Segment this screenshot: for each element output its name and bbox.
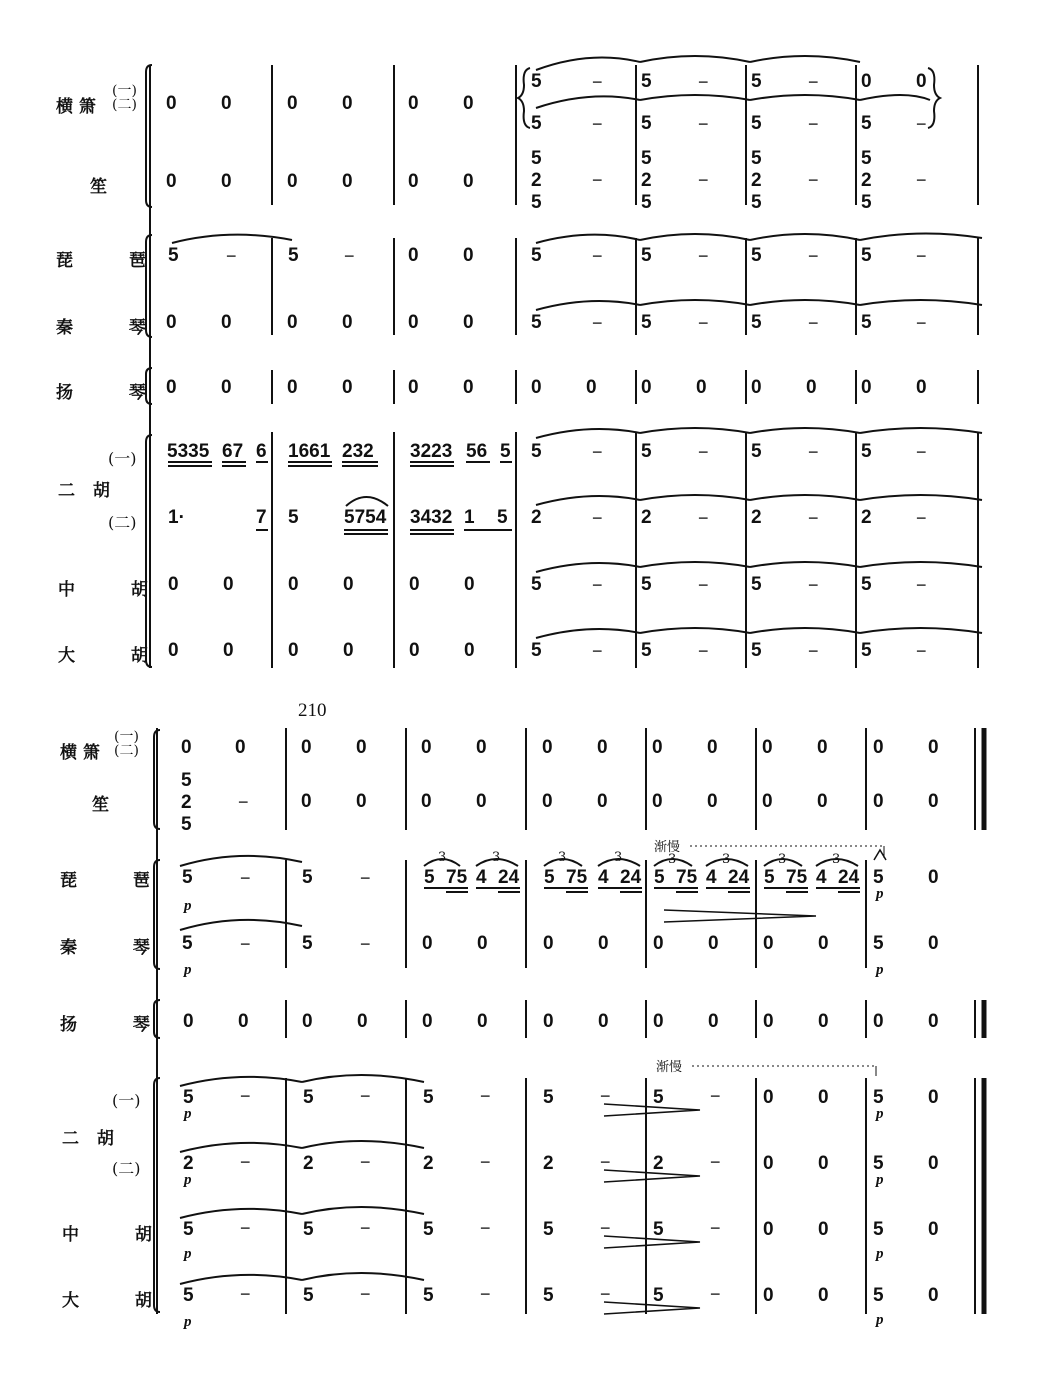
- label-erhu-part1: (一): [108, 449, 137, 468]
- label-hengxiao-2: 横 箫: [60, 743, 100, 763]
- score-page: 横 箫 (一) (二) 笙 琵 琶 秦 琴 扬 琴 (一) 二 胡 (二) 中 胡 大 胡 0 0 0 0 0 0 0 0 0 0 0 0 5 − 5 − 5 − 0 0 5 − 5 − 5 − 5 − 5 2 5 − 5 2 5 − 5 2 5 − 5 2 5 − 5 − 5 − 0 0 5 − 5 − 5 − 5 − 0 0 0 0 0 0 5 − 5 − 5 − 5 − 0 0 0 0 0 0 0 0 0 0 0 0 0 0 5335 67 6 1661 232 3223 56 5 5 − 5 − 5 − 5 − 1· 7 5 5754 3432 1 5 2 − 2 − 2 − 2 − 0 0 0 0 0 0 5 − 5 − 5 − 5 − 0 0 0 0 0 0 5 − 5 − 5 − 5 − 210 横 箫 (一) (二) 笙 琵 琶 秦 琴 扬 琴 (一) 二 胡 (二) 中 胡 大 胡 渐慢 渐慢 0 0 0 0 0 0 0 0 0 0 0 0 0 0 5 2 5 − 0 0 0 0 0 0 0 0 0 0 0 0 5 − 5 − 5 75 4 24 5 75 4 24 5 75 4 24 5 75 4 24 5 0 3 3 3 3 3 3 3 3 5 − 5 − 0 0 0 0 0 0 0 0 5 0 0 0 0 0 0 0 0 0 0 0 0 0 0 0 5 − 5 − 5 − 5 − 5 − 0 0 5 0 2 − 2 − 2 − 2 − 2 − 0 0 5 0 5 − 5 − 5 − 5 − 5 − 0 0 5 0 5 − 5 − 5 − 5 − 5 − 0 0 5 0 p p p p p p p p p p p p: [0, 0, 1050, 1377]
- rit-marking: 渐慢: [654, 840, 681, 855]
- label-sheng: 笙: [90, 177, 107, 197]
- label-hengxiao-parts: (一) (二): [112, 83, 137, 113]
- label-erhu: 二 胡: [58, 481, 110, 501]
- label-sheng-2: 笙: [92, 795, 109, 815]
- label-hengxiao-parts-2: (一) (二): [114, 729, 139, 759]
- label-dahu-2: 大 胡: [62, 1291, 152, 1311]
- page-number: 210: [298, 700, 327, 721]
- label-qinqin: 秦 琴: [56, 318, 146, 338]
- label-erhu-part1-2: (一): [112, 1091, 141, 1110]
- rit-marking-2: 渐慢: [656, 1060, 683, 1075]
- label-dahu: 大 胡: [58, 646, 148, 666]
- label-qinqin-2: 秦 琴: [60, 938, 150, 958]
- label-zhonghu: 中 胡: [58, 580, 148, 600]
- label-erhu-2: 二 胡: [62, 1129, 114, 1149]
- label-hengxiao: 横 箫: [56, 97, 96, 117]
- label-yangqin-2: 扬 琴: [60, 1015, 150, 1035]
- label-zhonghu-2: 中 胡: [62, 1225, 152, 1245]
- label-yangqin: 扬 琴: [56, 383, 146, 403]
- label-pipa-2: 琵 琶: [60, 871, 150, 891]
- label-erhu-part2-2: (二): [112, 1159, 141, 1178]
- label-pipa: 琵 琶: [56, 251, 146, 271]
- label-erhu-part2: (二): [108, 513, 137, 532]
